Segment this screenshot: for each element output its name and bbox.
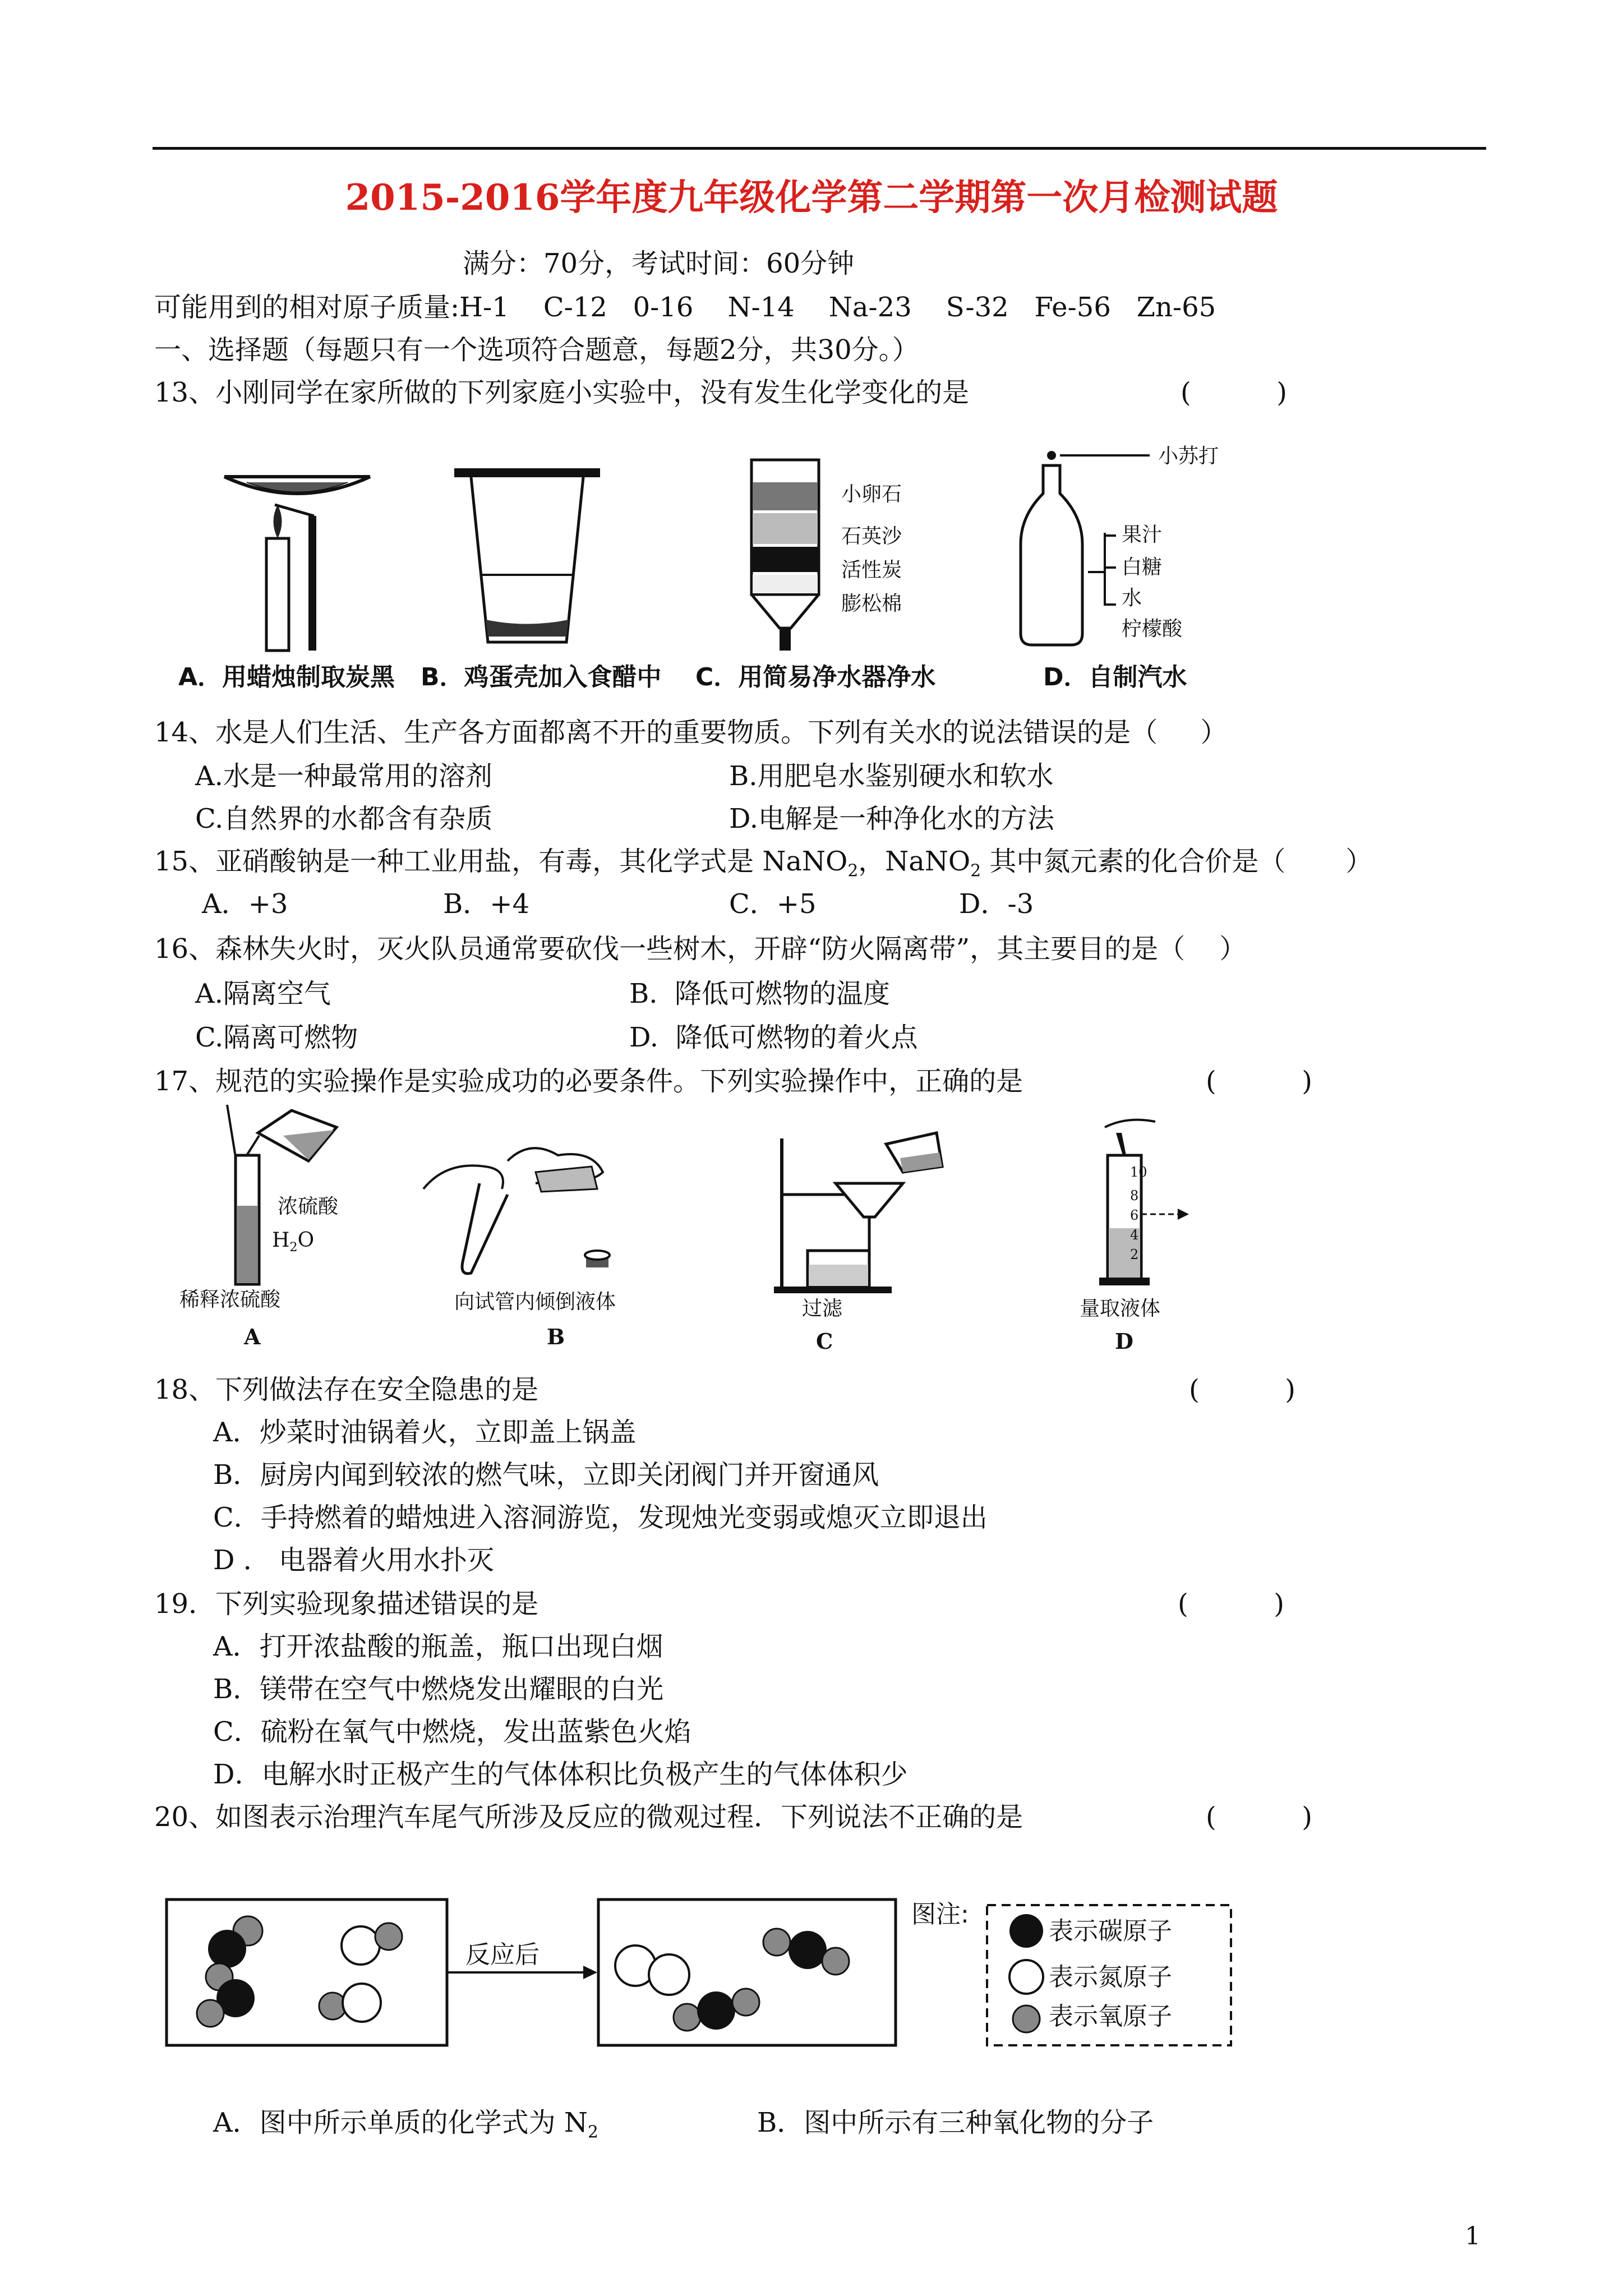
q15-option-b: B．+4	[443, 888, 530, 920]
q13-caption-d: D．自制汽水	[1043, 663, 1187, 691]
q15-stem: 15、亚硝酸钠是一种工业用盐，有毒，其化学式是 NaNO$_2$，NaNO$_2$ 其中氮元素的化合价是（ ）	[154, 846, 1373, 881]
bottle-label-juice: 果汁	[1122, 523, 1163, 546]
q20-stem: 20、如图表示治理汽车尾气所涉及反应的微观过程．下列说法不正确的是	[154, 1801, 1023, 1833]
q17-letter-a: A	[244, 1324, 261, 1349]
q18-option-d: D ． 电器着火用水扑灭	[213, 1545, 495, 1576]
q15-option-c: C．+5	[729, 888, 817, 920]
q13-caption-a: A．用蜡烛制取炭黑	[178, 663, 395, 691]
bottle-label-sugar: 白糖	[1122, 556, 1163, 579]
caption-filtration: 过滤	[802, 1297, 843, 1320]
q16-option-d: D. 降低可燃物的着火点	[629, 1022, 918, 1053]
q18-option-a: A．炒菜时油锅着火，立即盖上锅盖	[213, 1417, 637, 1448]
legend-nitrogen: 表示氮原子	[1049, 1963, 1172, 1991]
header-rule	[153, 147, 1486, 150]
bottle-label-citric: 柠檬酸	[1122, 617, 1183, 640]
q13-caption-c: C．用简易净水器净水	[695, 663, 936, 691]
q18-option-b: B．厨房内闻到较浓的燃气味，立即关闭阀门并开窗通风	[213, 1459, 879, 1491]
q16-option-c: C.隔离可燃物	[195, 1022, 358, 1053]
q13-caption-b: B．鸡蛋壳加入食醋中	[421, 663, 662, 691]
caption-measure-liquid: 量取液体	[1080, 1297, 1161, 1320]
beaker-figure	[454, 468, 600, 648]
q14-stem: 14、水是人们生活、生产各方面都离不开的重要物质。下列有关水的说法错误的是（ ）	[154, 717, 1228, 748]
q16-option-b: B. 降低可燃物的温度	[629, 978, 891, 1009]
q13-answer-paren: ( )	[1181, 377, 1288, 408]
q16-option-a: A.隔离空气	[195, 978, 331, 1009]
arrow-label: 反应后	[465, 1940, 540, 1969]
q13-stem: 13、小刚同学在家所做的下列家庭小实验中，没有发生化学变化的是	[154, 377, 970, 408]
page-number: 1	[1465, 2222, 1481, 2251]
section-heading: 一、选择题（每题只有一个选项符合题意，每题2分，共30分。）	[154, 334, 919, 366]
q14-option-a: A.水是一种最常用的溶剂	[195, 760, 492, 792]
measuring-cylinder-figure	[1094, 1116, 1206, 1295]
label-water: $H_2O$	[272, 1229, 315, 1255]
pouring-tube-figure	[423, 1122, 614, 1284]
filter-label-pebbles: 小卵石	[841, 483, 902, 506]
atomic-masses: 可能用到的相对原子质量:H-1 C-12 0-16 N-14 Na-23 S-32 Fe-56 Zn-65	[154, 292, 1216, 323]
filtration-figure	[774, 1127, 953, 1295]
bottle-label-soda: 小苏打	[1158, 445, 1219, 468]
caption-pour-liquid: 向试管内倾倒液体	[454, 1290, 616, 1313]
filter-label-cotton: 膨松棉	[841, 592, 902, 615]
q18-stem: 18、下列做法存在安全隐患的是	[154, 1374, 539, 1405]
filter-label-carbon: 活性炭	[841, 559, 902, 582]
tick-2: 2	[1130, 1247, 1139, 1262]
q17-letter-c: C	[816, 1329, 833, 1354]
q14-option-b: B.用肥皂水鉴别硬水和软水	[729, 760, 1054, 792]
page-title: 2015-2016学年度九年级化学第二学期第一次月检测试题	[345, 177, 1278, 219]
q17-letter-d: D	[1115, 1329, 1133, 1354]
q18-option-c: C．手持燃着的蜡烛进入溶洞游览，发现烛光变弱或熄灭立即退出	[213, 1502, 988, 1533]
q14-option-c: C.自然界的水都含有杂质	[195, 803, 493, 835]
q17-letter-b: B	[547, 1324, 565, 1349]
q19-option-d: D．电解水时正极产生的气体体积比负极产生的气体体积少	[213, 1759, 908, 1790]
filter-label-sand: 石英沙	[841, 525, 902, 548]
bottle-label-water: 水	[1122, 587, 1142, 610]
candle-dish-figure	[213, 460, 381, 651]
q20-option-a: A．图中所示单质的化学式为 $N_2$	[213, 2107, 598, 2142]
q19-stem: 19．下列实验现象描述错误的是	[154, 1588, 539, 1620]
score-time: 满分：70分，考试时间：60分钟	[463, 248, 855, 279]
water-filter-figure	[740, 460, 830, 662]
tick-8: 8	[1130, 1188, 1139, 1204]
q14-option-d: D.电解是一种净化水的方法	[729, 803, 1055, 835]
q17-answer-paren: ( )	[1206, 1066, 1313, 1097]
q15-option-a: A．+3	[202, 888, 288, 920]
legend-carbon: 表示碳原子	[1049, 1917, 1172, 1945]
q18-answer-paren: ( )	[1189, 1374, 1296, 1405]
q20-option-b: B．图中所示有三种氧化物的分子	[757, 2107, 1154, 2138]
legend-title: 图注:	[911, 1900, 969, 1929]
q19-answer-paren: ( )	[1178, 1588, 1285, 1620]
q19-option-b: B．镁带在空气中燃烧发出耀眼的白光	[213, 1673, 664, 1705]
q15-option-d: D．-3	[959, 888, 1034, 920]
q19-option-a: A．打开浓盐酸的瓶盖，瓶口出现白烟	[213, 1631, 663, 1662]
q19-option-c: C．硫粉在氧气中燃烧，发出蓝紫色火焰	[213, 1716, 691, 1748]
q16-stem: 16、森林失火时，灭火队员通常要砍伐一些树木，开辟“防火隔离带”，其主要目的是（ ）	[154, 933, 1247, 965]
tick-6: 6	[1130, 1207, 1139, 1223]
tick-10: 10	[1130, 1164, 1147, 1180]
tick-4: 4	[1130, 1227, 1139, 1243]
caption-dilute-acid: 稀释浓硫酸	[179, 1288, 281, 1311]
q20-answer-paren: ( )	[1206, 1801, 1313, 1833]
legend-oxygen: 表示氧原子	[1049, 2002, 1172, 2031]
label-conc-acid: 浓硫酸	[278, 1195, 339, 1218]
q17-stem: 17、规范的实验操作是实验成功的必要条件。下列实验操作中，正确的是	[154, 1066, 1023, 1097]
